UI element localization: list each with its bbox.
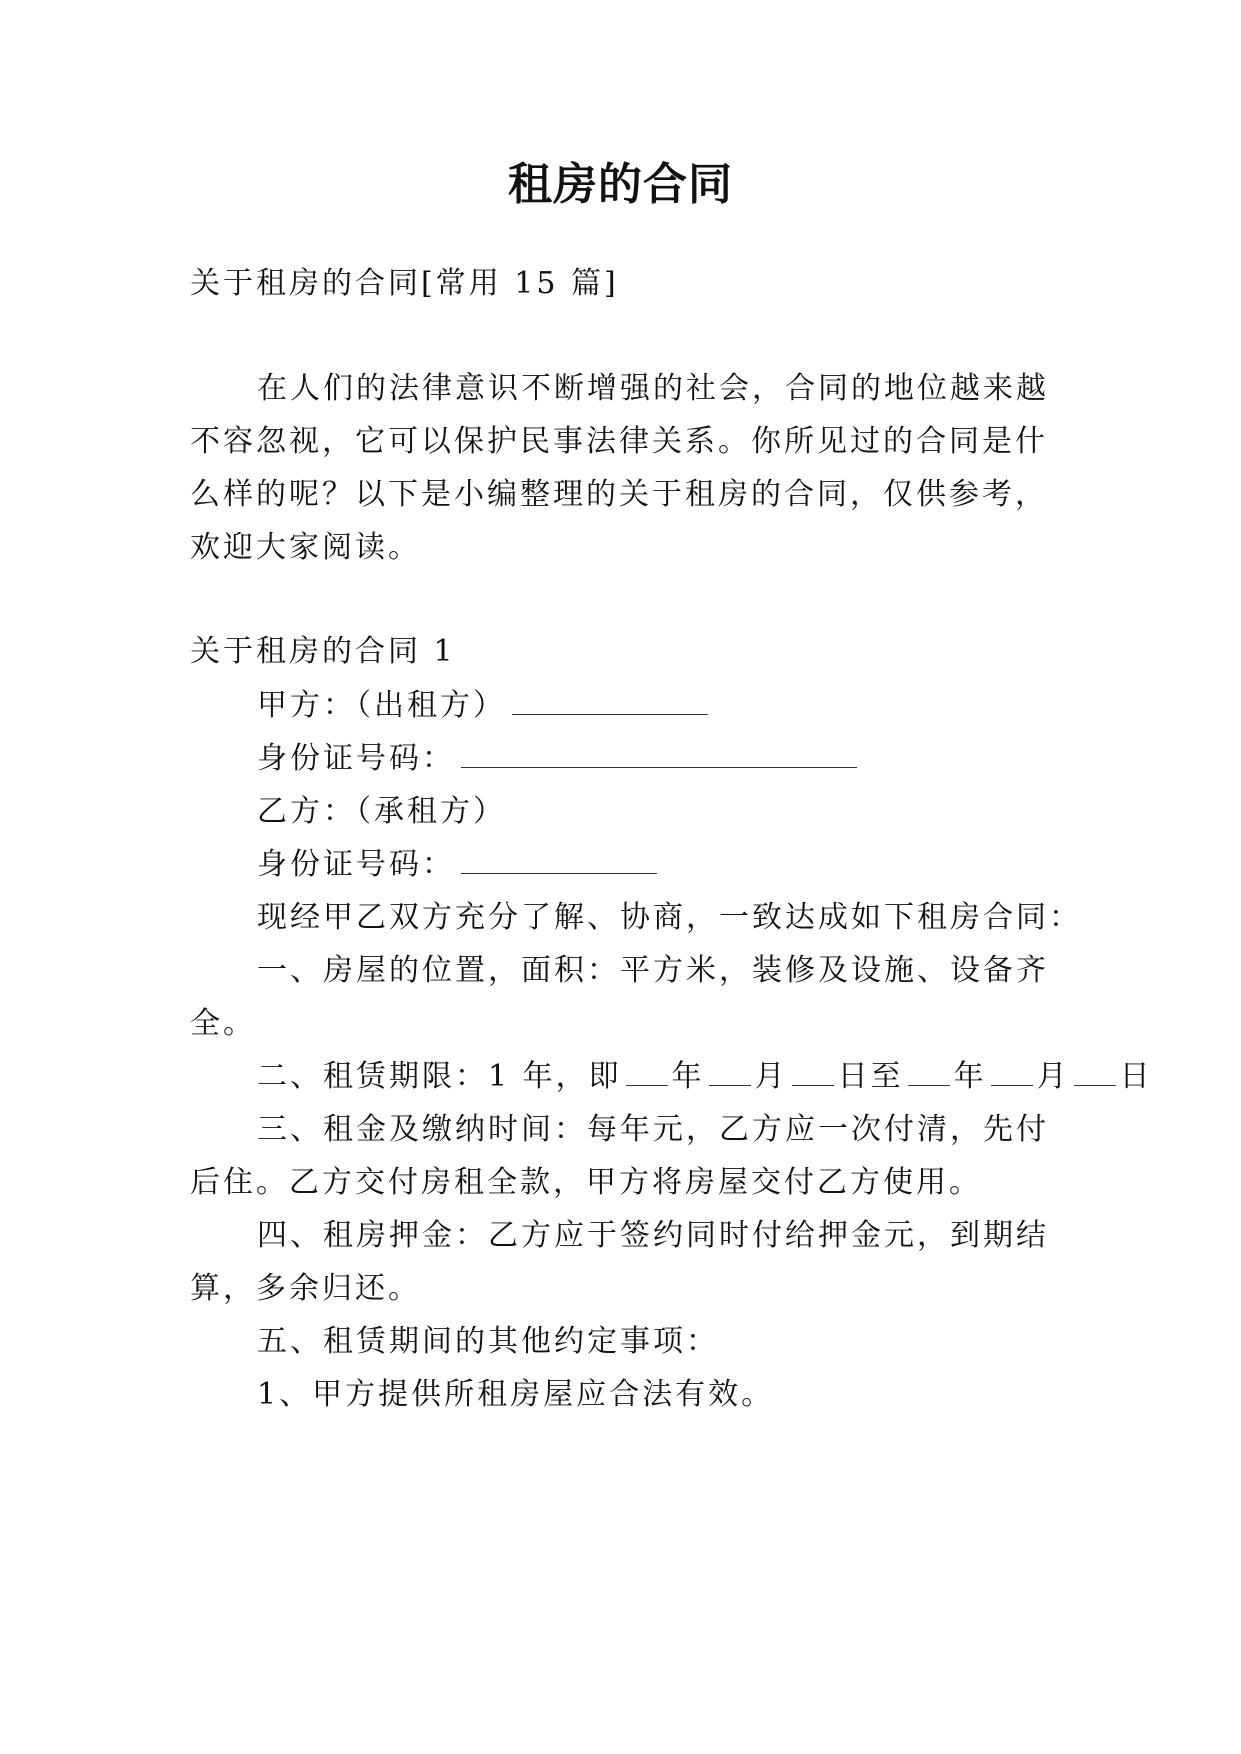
year-end-blank [908, 1059, 950, 1086]
clause-2-year-end: 年 [953, 1059, 987, 1094]
party-a-id-label: 身份证号码： [257, 741, 455, 776]
party-a-id-blank [461, 741, 857, 768]
clause-2-month-start: 月 [754, 1059, 788, 1094]
day-start-blank [792, 1059, 834, 1086]
intro-line-2: 不容忽视，它可以保护民事法律关系。你所见过的合同是什 [190, 424, 1048, 459]
party-b-id-line [257, 843, 1241, 887]
clause-2-month-end: 月 [1036, 1059, 1070, 1094]
day-end-blank [1074, 1059, 1116, 1086]
party-b-id-blank [461, 847, 657, 874]
party-a-id-line [257, 737, 1241, 781]
clause-2-prefix: 二、租赁期限：1 年，即 [257, 1059, 622, 1094]
agreement-line: 现经甲乙双方充分了解、协商，一致达成如下租房合同： [257, 900, 1082, 935]
party-a-blank [512, 688, 708, 715]
clause-4-line-2: 算，多余归还。 [190, 1271, 421, 1306]
clause-1-line-1: 一、房屋的位置，面积：平方米，装修及设施、设备齐 [257, 953, 1049, 988]
clause-5-line: 五、租赁期间的其他约定事项： [257, 1324, 719, 1359]
intro-line-3: 么样的呢？以下是小编整理的关于租房的合同，仅供参考， [190, 477, 1048, 512]
item-1-line: 1、甲方提供所租房屋应合法有效。 [257, 1377, 775, 1412]
clause-1-line-2: 全。 [190, 1006, 256, 1041]
party-a-line [257, 684, 1241, 728]
month-end-blank [991, 1059, 1033, 1086]
party-b-id-label: 身份证号码： [257, 847, 455, 882]
document-subtitle: 关于租房的合同[常用 15 篇] [190, 266, 619, 301]
clause-2-day-end: 日 [1119, 1059, 1153, 1094]
document-title: 租房的合同 [508, 159, 733, 210]
clause-3-line-2: 后住。乙方交付房租全款，甲方将房屋交付乙方使用。 [190, 1165, 982, 1200]
party-a-label: 甲方：（出租方） [257, 688, 506, 723]
intro-line-1: 在人们的法律意识不断增强的社会，合同的地位越来越 [257, 371, 1049, 406]
intro-line-4: 欢迎大家阅读。 [190, 530, 421, 565]
clause-4-line-1: 四、租房押金：乙方应于签约同时付给押金元，到期结 [257, 1218, 1049, 1253]
clause-3-line-1: 三、租金及缴纳时间：每年元，乙方应一次付清，先付 [257, 1112, 1049, 1147]
section-heading: 关于租房的合同 1 [190, 634, 456, 669]
party-b-line: 乙方：（承租方） [257, 794, 506, 829]
month-start-blank [709, 1059, 751, 1086]
clause-2-year-start: 年 [671, 1059, 705, 1094]
clause-2-line [257, 1055, 1241, 1099]
year-start-blank [626, 1059, 668, 1086]
clause-2-day-to: 日至 [837, 1059, 904, 1094]
